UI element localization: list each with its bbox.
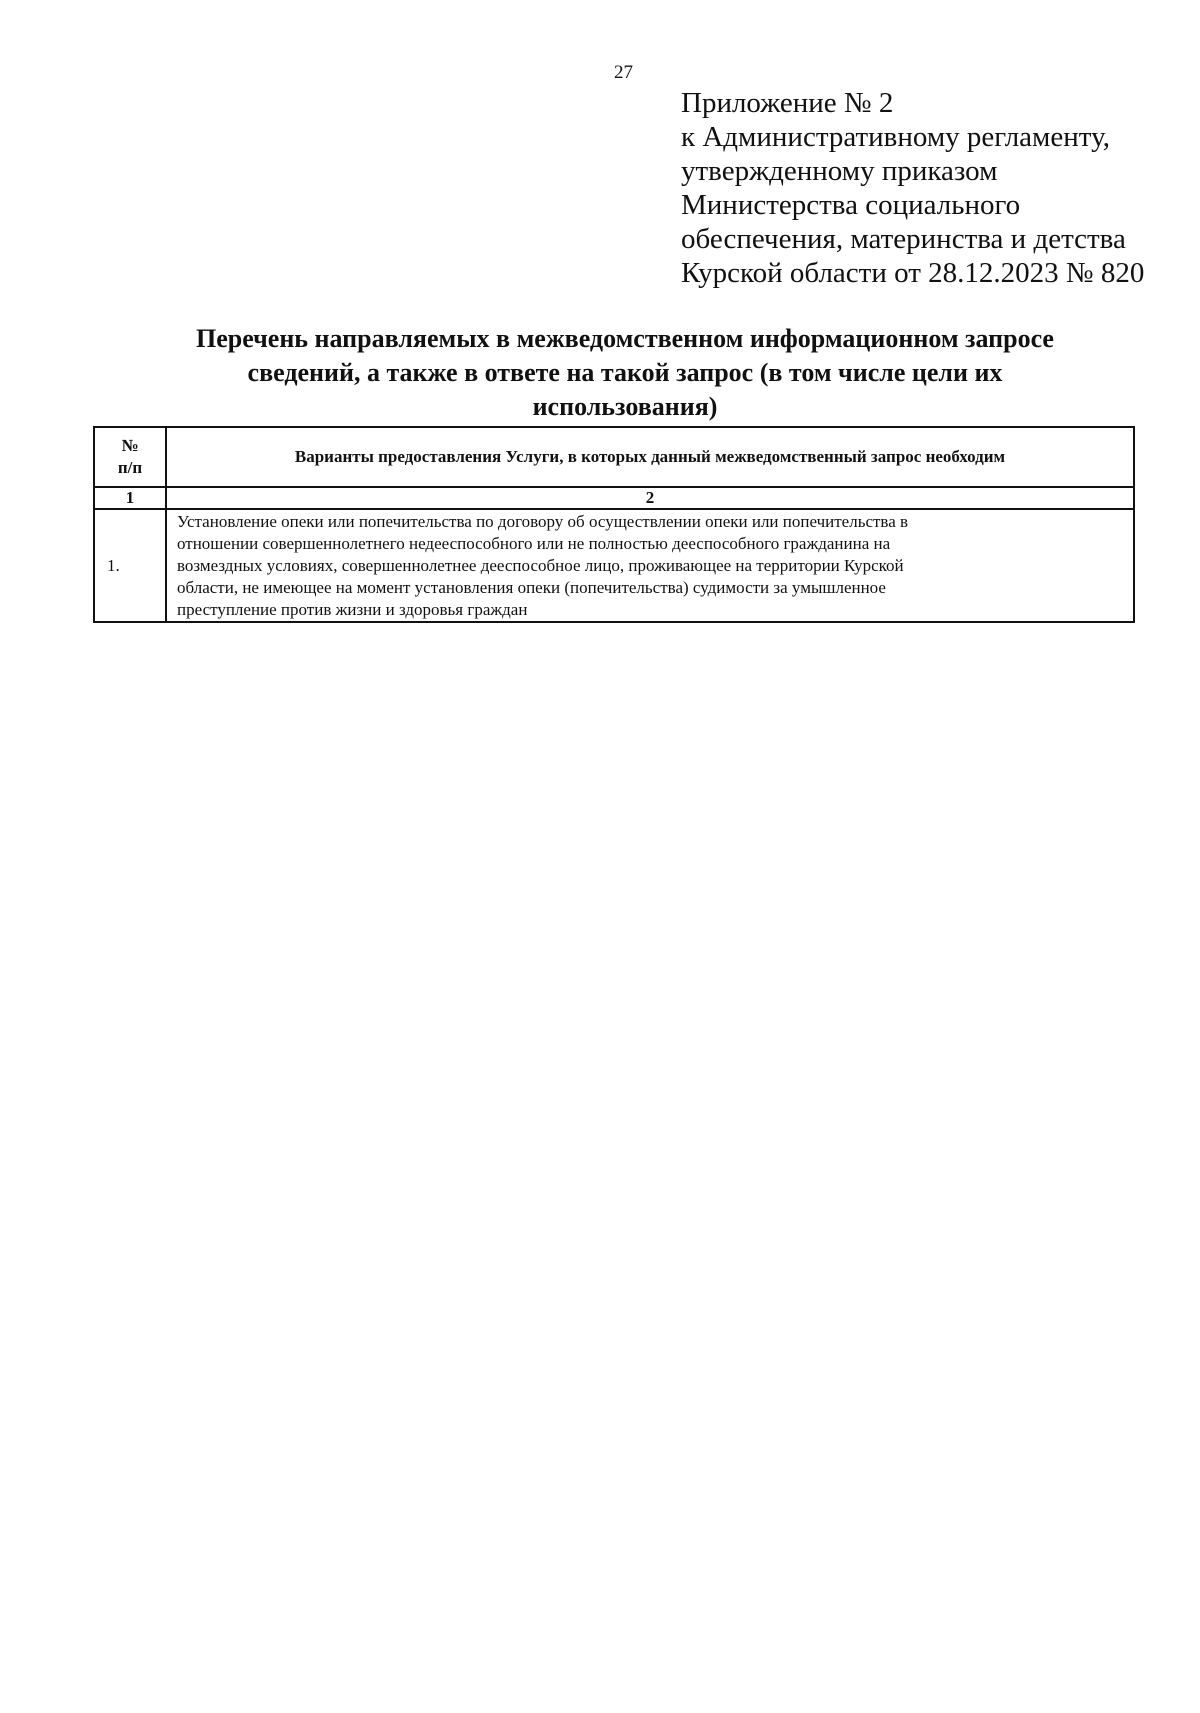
- appendix-line: Министерства социального: [681, 189, 1021, 221]
- header-variants-cell: Варианты предоставления Услуги, в которых данный межведомственный запрос необходим: [166, 427, 1134, 487]
- appendix-line: обеспечения, материнства и детства: [681, 223, 1126, 255]
- table-row: [94, 509, 1134, 622]
- header-number-label: п/п: [117, 458, 143, 477]
- table-header-row: [94, 427, 1134, 487]
- row-text-line: преступление против жизни и здоровья граждан: [177, 600, 528, 619]
- row-variant-cell: [166, 509, 1134, 622]
- row-text-line: Установление опеки или попечительства по договору об осуществлении опеки или попечительства в: [177, 512, 909, 531]
- appendix-line: к Административному регламенту,: [681, 121, 1110, 153]
- title-line: использования): [532, 392, 718, 421]
- appendix-line: Курской области от 28.12.2023 № 820: [681, 257, 1145, 289]
- appendix-line: Приложение № 2: [681, 87, 894, 119]
- row-text-line: области, не имеющее на момент установления опеки (попечительства) судимости за умышленное: [177, 578, 886, 597]
- header-number-cell: [94, 427, 166, 487]
- header-number-symbol: №: [121, 436, 139, 455]
- request-table: [93, 426, 1135, 623]
- title-line: сведений, а также в ответе на такой запрос (в том числе цели их: [247, 358, 1003, 387]
- title-line: Перечень направляемых в межведомственном информационном запросе: [196, 324, 1054, 353]
- index-cell: 2: [166, 487, 1134, 509]
- row-text-line: возмездных условиях, совершеннолетнее дееспособное лицо, проживающее на территории Курской: [177, 556, 904, 575]
- appendix-reference: [681, 86, 1181, 290]
- document-title: [100, 322, 1150, 424]
- row-number-cell: 1.: [94, 509, 166, 622]
- table-index-row: [94, 487, 1134, 509]
- page-number: 27: [614, 62, 633, 83]
- appendix-line: утвержденному приказом: [681, 155, 998, 187]
- index-cell: 1: [94, 487, 166, 509]
- row-text-line: отношении совершеннолетнего недееспособного или не полностью дееспособного гражданина на: [177, 534, 891, 553]
